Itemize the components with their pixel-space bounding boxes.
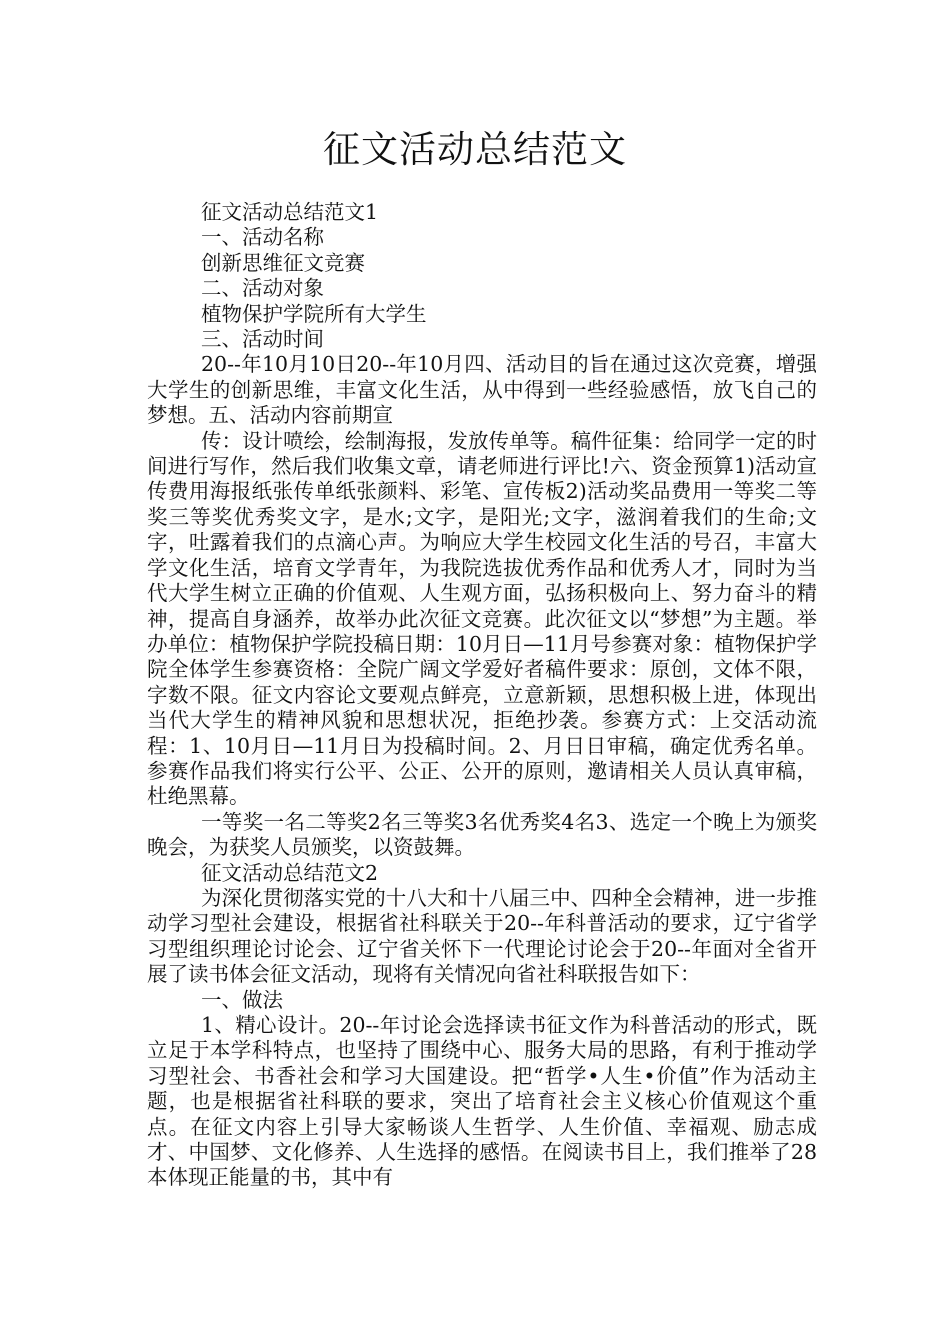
heading-essay-2: 征文活动总结范文2 (201, 860, 379, 885)
document-title: 征文活动总结范文 (323, 128, 627, 171)
paragraph-careful-design: 1、精心设计。20--年讨论会选择读书征文作为科普活动的形式，既立足于本学科特点，也坚持了围绕中心、服务大局的思路，有利于推动学习型社会、书香社会和学习大国建设。把“哲学•人生•价值”作为活动主题，也是根据省社科联的要求，突出了培育社会主义核心价值观这个重点。在征文内容上引导大家畅谈人生哲学、人生价值、幸福观、励志成才、中国梦、文化修养、人生选择的感悟。在阅读书目上，我们推举了28本体现正能量的书，其中有 (147, 1013, 817, 1190)
document-body (147, 200, 817, 1191)
section-heading-activity-time: 三、活动时间 (201, 327, 324, 352)
paragraph-introduction: 为深化贯彻落实党的十八大和十八届三中、四种全会精神，进一步推动学习型社会建设，根据省社科联关于20--年科普活动的要求，辽宁省学习型组织理论讨论会、辽宁省关怀下一代理论讨论会于20--年面对全省开展了读书体会征文活动，现将有关情况向省社科联报告如下： (147, 885, 817, 987)
activity-name: 创新思维征文竞赛 (201, 250, 365, 275)
paragraph-awards: 一等奖一名二等奖2名三等奖3名优秀奖4名3、选定一个晚上为颁奖晚会，为获奖人员颁奖，以资鼓舞。 (147, 809, 817, 860)
paragraph-content-and-budget: 传：设计喷绘，绘制海报，发放传单等。稿件征集：给同学一定的时间进行写作，然后我们收集文章，请老师进行评比!六、资金预算1)活动宣传费用海报纸张传单纸张颜料、彩笔、宣传板2)活动奖品费用一等奖二等奖三等奖优秀奖文字，是水;文字，是阳光;文字，滋润着我们的生命;文字，吐露着我们的点滴心声。为响应大学生校园文化生活的号召，丰富大学文化生活，培育文学青年，为我院选拔优秀作品和优秀人才，同时为当代大学生树立正确的价值观、人生观方面，弘扬积极向上、努力奋斗的精神，提高自身涵养，故举办此次征文竞赛。此次征文以“梦想”为主题。举办单位：植物保护学院投稿日期：10月日—11月号参赛对象：植物保护学院全体学生参赛资格：全院广阔文学爱好者稿件要求：原创，文体不限，字数不限。征文内容论文要观点鲜亮，立意新颖，思想积极上进，体现出当代大学生的精神风貌和思想状况，拒绝抄袭。参赛方式：上交活动流程：1、10月日—11月日为投稿时间。2、月日日审稿，确定优秀名单。参赛作品我们将实行公平、公正、公开的原则，邀请相关人员认真审稿，杜绝黑幕。 (147, 428, 817, 809)
section-heading-activity-name: 一、活动名称 (201, 225, 324, 250)
heading-essay-1: 征文活动总结范文1 (201, 200, 379, 224)
paragraph-time-and-purpose: 20--年10月10日20--年10月四、活动目的旨在通过这次竞赛，增强大学生的创新思维，丰富文化生活，从中得到一些经验感悟，放飞自己的梦想。五、活动内容前期宣 (147, 352, 817, 428)
activity-target: 植物保护学院所有大学生 (201, 301, 427, 326)
section-heading-activity-target: 二、活动对象 (201, 276, 324, 301)
section-heading-method: 一、做法 (201, 987, 283, 1012)
